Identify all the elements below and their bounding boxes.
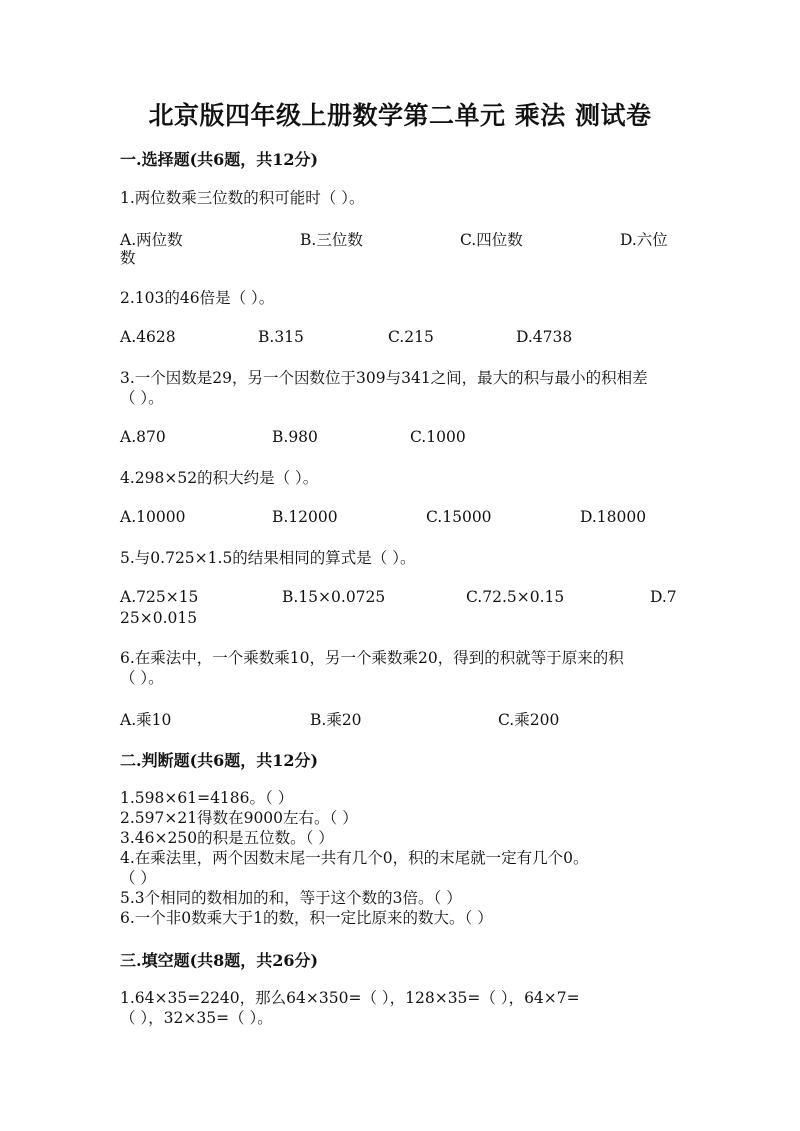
question-stem: 3.一个因数是29，另一个因数位于309与341之间，最大的积与最小的积相差 xyxy=(120,369,648,387)
option-wrap: 25×0.015 xyxy=(120,609,198,627)
option-b: B.12000 xyxy=(272,508,338,526)
option-b: B.三位数 xyxy=(300,231,363,249)
option-c: C.四位数 xyxy=(460,231,523,249)
judgement-line: 5.3个相同的数相加的和，等于这个数的3倍。（ ） xyxy=(120,889,462,907)
option-c: C.1000 xyxy=(410,428,466,446)
option-a: A.870 xyxy=(120,428,166,446)
option-d: D.7 xyxy=(650,588,677,606)
judgement-line: 4.在乘法里，两个因数末尾一共有几个0，积的末尾就一定有几个0。 xyxy=(120,849,589,867)
judgement-line: 3.46×250的积是五位数。（ ） xyxy=(120,829,334,847)
option-b: B.乘20 xyxy=(310,711,362,729)
option-row xyxy=(120,508,680,528)
option-c: C.215 xyxy=(388,328,434,346)
option-d: D.六位 xyxy=(620,231,668,249)
question-stem: 1.两位数乘三位数的积可能时（ ）。 xyxy=(120,189,365,207)
judgement-line: （ ） xyxy=(120,869,156,887)
question-stem: 4.298×52的积大约是（ ）。 xyxy=(120,469,319,487)
judgement-line: 1.598×61=4186。（ ） xyxy=(120,789,294,807)
question-stem: 5.与0.725×1.5的结果相同的算式是（ ）。 xyxy=(120,549,416,567)
option-d: D.18000 xyxy=(580,508,647,526)
option-row xyxy=(120,588,680,608)
option-b: B.15×0.0725 xyxy=(282,588,386,606)
option-d: D.4738 xyxy=(516,328,573,346)
question-stem: 2.103的46倍是（ ）。 xyxy=(120,289,275,307)
question-stem-wrap: （ ）。 xyxy=(120,669,164,687)
fill-line: 1.64×35=2240，那么64×350=（ ），128×35=（ ），64×7= xyxy=(120,989,580,1007)
option-row xyxy=(120,328,680,348)
option-a: A.4628 xyxy=(120,328,176,346)
question-stem-wrap: （ ）。 xyxy=(120,389,164,407)
option-wrap: 数 xyxy=(120,249,136,267)
option-a: A.两位数 xyxy=(120,231,183,249)
section-heading-choice: 一.选择题(共6题，共12分) xyxy=(120,150,319,169)
option-c: C.乘200 xyxy=(498,711,560,729)
page-title: 北京版四年级上册数学第二单元 乘法 测试卷 xyxy=(148,101,652,130)
option-a: A.10000 xyxy=(120,508,186,526)
option-a: A.725×15 xyxy=(120,588,199,606)
option-b: B.980 xyxy=(272,428,318,446)
section-heading-judgement: 二.判断题(共6题，共12分) xyxy=(120,751,319,770)
option-c: C.15000 xyxy=(426,508,492,526)
option-row xyxy=(120,228,680,248)
option-row xyxy=(120,708,680,728)
section-heading-fill: 三.填空题(共8题，共26分) xyxy=(120,951,319,970)
option-a: A.乘10 xyxy=(120,711,172,729)
fill-line: （ ），32×35=（ ）。 xyxy=(120,1009,273,1027)
question-stem: 6.在乘法中，一个乘数乘10，另一个乘数乘20，得到的积就等于原来的积 xyxy=(120,649,624,667)
judgement-line: 6.一个非0数乘大于1的数，积一定比原来的数大。（ ） xyxy=(120,909,493,927)
option-c: C.72.5×0.15 xyxy=(466,588,565,606)
option-row xyxy=(120,428,680,448)
option-b: B.315 xyxy=(258,328,304,346)
judgement-line: 2.597×21得数在9000左右。（ ） xyxy=(120,809,358,827)
